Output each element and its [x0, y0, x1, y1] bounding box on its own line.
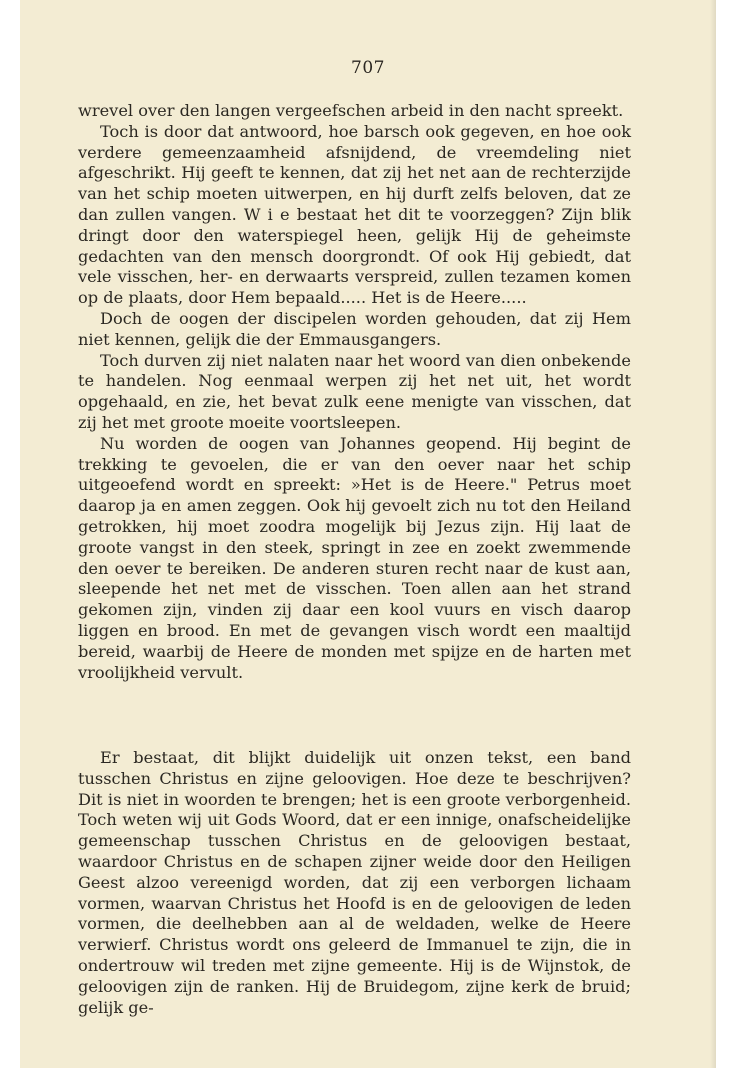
- text-section-1: [78, 101, 631, 683]
- paragraph: Er bestaat, dit blijkt duidelijk uit onzen tekst, een band tusschen Christus en zijne geloovigen. Hoe deze te beschrijven? Dit is niet in woorden te brengen; het is een groote verborgenheid. Toch weten wij uit Gods Woord, dat er een innige, onafscheidelijke gemeenschap tusschen Christus en de geloovigen bestaat, waardoor Christus en de schapen zijner weide door den Heiligen Geest alzoo vereenigd worden, dat zij een verborgen lichaam vormen, waarvan Christus het Hoofd is en de geloovigen de leden vormen, die deelhebben aan al de weldaden, welke de Heere verwierf. Christus wordt ons geleerd de Immanuel te zijn, die in ondertrouw wil treden met zijne gemeente. Hij is de Wijnstok, de geloovigen zijn de ranken. Hij de Bruidegom, zijne kerk de bruid; gelijk ge-: [78, 748, 631, 1017]
- paragraph: wrevel over den langen vergeefschen arbeid in den nacht spreekt.: [78, 101, 624, 120]
- page-number: 707: [351, 58, 385, 78]
- paragraph: Toch durven zij niet nalaten naar het woord van dien onbekende te handelen. Nog eenmaal werpen zij het net uit, het wordt opgehaald, en zie, het bevat zulk eene menigte van visschen, dat zij het met groote moeite voortsleepen.: [78, 350, 631, 432]
- paragraph: Doch de oogen der discipelen worden gehouden, dat zij Hem niet kennen, gelijk die der Emmausgangers.: [78, 308, 631, 349]
- paragraph: Toch is door dat antwoord, hoe barsch ook gegeven, en hoe ook verdere gemeenzaamheid afsnijdend, de vreemdeling niet afgeschrikt. Hij geeft te kennen, dat zij het net aan de rechterzijde van het schip moeten uitwerpen, en hij durft zelfs beloven, dat ze dan zullen vangen. W i e bestaat het dit te voorzeggen? Zijn blik dringt door den waterspiegel heen, gelijk Hij de geheimste gedachten van den mensch doorgrondt. Of ook Hij gebiedt, dat vele visschen, her- en derwaarts verspreid, zullen tezamen komen op de plaats, door Hem bepaald..... Het is de Heere.....: [78, 121, 631, 308]
- text-section-2: [78, 748, 631, 1018]
- book-page: [20, 0, 716, 1068]
- paragraph: Nu worden de oogen van Johannes geopend. Hij begint de trekking te gevoelen, die er van den oever naar het schip uitgeoefend wordt en spreekt: »Het is de Heere." Petrus moet daarop ja en amen zeggen. Ook hij gevoelt zich nu tot den Heiland getrokken, hij moet zoodra mogelijk bij Jezus zijn. Hij laat de groote vangst in den steek, springt in zee en zoekt zwemmende den oever te bereiken. De anderen sturen recht naar de kust aan, sleepende het net met de visschen. Toen allen aan het strand gekomen zijn, vinden zij daar een kool vuurs en visch daarop liggen en brood. En met de gevangen visch wordt een maaltijd bereid, waarbij de Heere de monden met spijze en de harten met vroolijkheid vervult.: [78, 433, 631, 682]
